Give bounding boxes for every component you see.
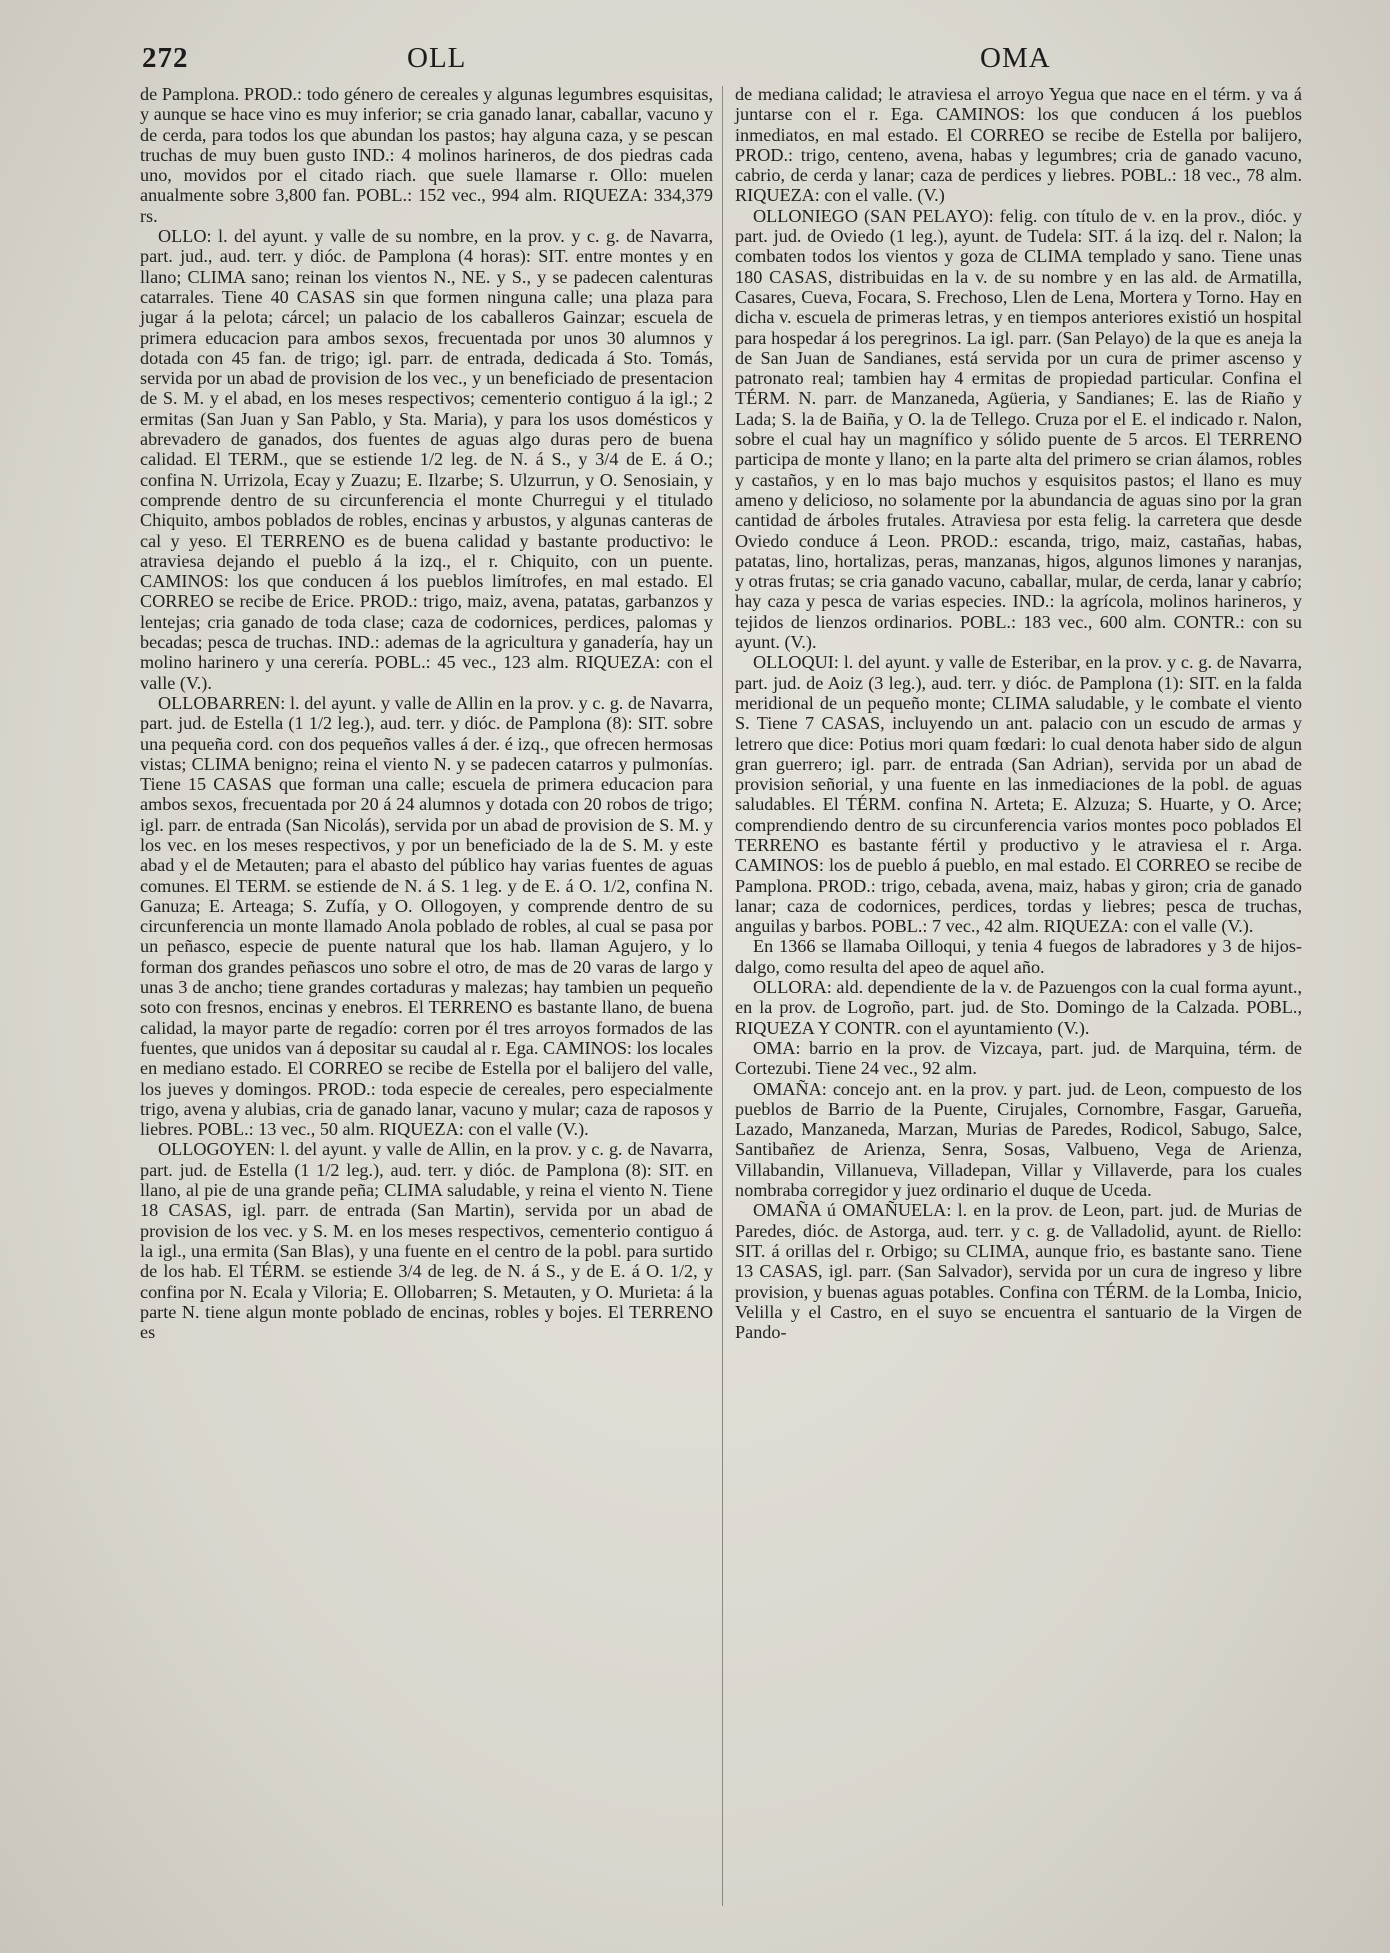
entry-paragraph: OLLORA: ald. dependiente de la v. de Pazuengos con la cual forma ayunt., en la prov. de Logroño, part. jud. de Sto. Domingo de la Calzada. POBL., RIQUEZA Y CONTR. con el ayuntamiento (V.). [735, 977, 1302, 1038]
entry-paragraph: de mediana calidad; le atraviesa el arroyo Yegua que nace en el térm. y va á juntarse con el r. Ega. CAMINOS: los que conducen á los pueblos inmediatos, en mal estado. El CORREO se recibe de Estella por balijero, PROD.: trigo, centeno, avena, habas y legumbres; cria de ganado vacuno, cabrio, de cerda y lanar; caza de perdices y liebres. POBL.: 18 vec., 78 alm. RIQUEZA: con el valle. (V.) [735, 84, 1302, 206]
entry-paragraph: OLLOBARREN: l. del ayunt. y valle de Allin en la prov. y c. g. de Navarra, part. jud. de Estella (1 1/2 leg.), aud. terr. y dióc. de Pamplona (8): SIT. sobre una pequeña cord. con dos pequeños valles á der. é izq., que ofrecen hermosas vistas; CLIMA benigno; reina el viento N. y se padecen catarros y pulmonías. Tiene 15 CASAS que forman una calle; escuela de primera educacion para ambos sexos, frecuentada por 20 á 24 alumnos y dotada con 20 robos de trigo; igl. parr. de entrada (San Nicolás), servida por un abad de provision de S. M. y los vec. en los meses respectivos, y por un beneficiado de la de S. M. y este abad y el de Metauten; para el abasto del público hay varias fuentes de aguas comunes. El TERM. se estiende de N. á S. 1 leg. y de E. á O. 1/2, confina N. Ganuza; E. Arteaga; S. Zufía, y O. Ollogoyen, y comprende dentro de su circunferencia un monte llamado Anola poblado de robles, al cual se pasa por un peñasco, especie de puente natural que los hab. llaman Agujero, y lo forman dos grandes peñascos uno sobre el otro, de mas de 20 varas de largo y unas 3 de ancho; tiene grandes cortaduras y malezas; hay tambien un pequeño soto con fresnos, encinas y enebros. El TERRENO es bastante llano, de buena calidad, la mayor parte de regadío: corren por él tres arroyos formados de las fuentes, que unidos van á depositar su caudal al r. Ega. CAMINOS: los locales en mediano estado. El CORREO se recibe de Estella por el balijero del valle, los jueves y domingos. PROD.: toda especie de cereales, pero especialmente trigo, avena y alubias, cria de ganado lanar, vacuno y mular; caza de raposos y liebres. POBL.: 13 vec., 50 alm. RIQUEZA: con el valle (V.). [140, 692, 713, 1140]
entry-paragraph: OMAÑA ú OMAÑUELA: l. en la prov. de Leon, part. jud. de Murias de Paredes, dióc. de Astorga, aud. terr. y c. g. de Valladolid, ayunt. de Riello: SIT. á orillas del r. Orbigo; su CLIMA, aunque frio, es bastante sano. Tiene 13 CASAS, igl. parr. (San Salvador), servida por un cura de ingreso y libre provision, y buenas aguas potables. Confina con TÉRM. de la Lomba, Inicio, Velilla y el Castro, en el suyo se encuentra el santuario de la Virgen de Pando- [735, 1200, 1302, 1343]
entry-paragraph: En 1366 se llamaba Oilloqui, y tenia 4 fuegos de labradores y 3 de hijos-dalgo, como resulta del apeo de aquel año. [735, 936, 1302, 977]
left-column [140, 84, 713, 1342]
right-column [735, 84, 1302, 1342]
entry-paragraph: OMA: barrio en la prov. de Vizcaya, part. jud. de Marquina, térm. de Cortezubi. Tiene 24 vec., 92 alm. [735, 1037, 1302, 1079]
entry-paragraph: OLLONIEGO (SAN PELAYO): felig. con título de v. en la prov., dióc. y part. jud. de Oviedo (1 leg.), ayunt. de Tudela: SIT. á la izq. del r. Nalon; la combaten todos los vientos y goza de CLIMA templado y sano. Tiene unas 180 CASAS, distribuidas en la v. de su nombre y en las ald. de Armatilla, Casares, Cueva, Focara, S. Frechoso, Llen de Lena, Mortera y Torno. Hay en dicha v. escuela de primeras letras, y en tiempos anteriores existió un hospital para hospedar á los peregrinos. La igl. parr. (San Pelayo) de la que es aneja la de San Juan de Sandianes, está servida por un cura de primer ascenso y patronato real; tambien hay 4 ermitas de propiedad particular. Confina el TÉRM. N. parr. de Manzaneda, Agüeria, y Sandianes; E. las de Riaño y Lada; S. la de Baiña, y O. la de Tellego. Cruza por el E. el indicado r. Nalon, sobre el cual hay un magnífico y sólido puente de 5 arcos. El TERRENO participa de monte y llano; en la parte alta del primero se crian álamos, robles y castaños, y en lo mas bajo muchos y esquisitos pastos; el llano es muy ameno y delicioso, no solamente por la abundancia de aguas sino por la gran cantidad de árboles frutales. Atraviesa por esta felig. la carretera que desde Oviedo conduce á Leon. PROD.: escanda, trigo, maiz, castañas, habas, patatas, lino, hortalizas, peras, manzanas, higos, algunos limones y naranjas, y otras frutas; se cria ganado vacuno, caballar, mular, de cerda, lanar y cabrío; hay caza y pesca de varias especies. IND.: la agrícola, molinos harineros, y tejidos de lienzos ordinarios. POBL.: 183 vec., 600 alm. CONTR.: con su ayunt. (V.). [735, 205, 1302, 653]
entry-paragraph: OLLO: l. del ayunt. y valle de su nombre, en la prov. y c. g. de Navarra, part. jud., aud. terr. y dióc. de Pamplona (4 horas): SIT. entre montes y en llano; CLIMA sano; reinan los vientos N., NE. y S., y se padecen calenturas catarrales. Tiene 40 CASAS sin que formen ninguna calle; una plaza para jugar á la pelota; cárcel; un palacio de los caballeros Gainzar; escuela de primera educacion para ambos sexos, frecuentada por unos 30 alumnos y dotada con 45 fan. de trigo; igl. parr. de entrada, dedicada á Sto. Tomás, servida por un abad de provision de los vec., y un beneficiado de presentacion de S. M. y el abad, en los meses respectivos; cementerio contiguo á la igl.; 2 ermitas (San Juan y San Pablo, y Sta. Maria), y para los usos domésticos y abrevadero de ganados, dos fuentes de aguas algo duras pero de buena calidad. El TERM., que se estiende 1/2 leg. de N. á S., y 3/4 de E. á O.; confina N. Urrizola, Ecay y Zuazu; E. Ilzarbe; S. Ulzurrun, y O. Senosiain, y comprende dentro de su circunferencia el monte Churregui y el titulado Chiquito, ambos poblados de robles, encinas y arbustos, y algunas canteras de cal y yeso. El TERRENO es de buena calidad y bastante productivo: le atraviesa dejando el pueblo á la izq., el r. Chiquito, con un puente. CAMINOS: los que conducen á los pueblos limítrofes, en mal estado. El CORREO se recibe de Erice. PROD.: trigo, maiz, avena, patatas, garbanzos y lentejas; cria ganado de toda clase; caza de codornices, perdices, palomas y becadas; pesca de truchas. IND.: ademas de la agricultura y ganadería, hay un molino harinero y una cerería. POBL.: 45 vec., 123 alm. RIQUEZA: con el valle (V.). [140, 226, 713, 693]
entry-paragraph: OLLOQUI: l. del ayunt. y valle de Esteribar, en la prov. y c. g. de Navarra, part. jud. de Aoiz (3 leg.), aud. terr. y dióc. de Pamplona (1): SIT. en la falda meridional de un pequeño monte; CLIMA saludable, y le combate el viento S. Tiene 7 CASAS, incluyendo un ant. palacio con un escudo de armas y letrero que dice: Potius mori quam fœdari: lo cual denota haber sido de algun gran guerrero; igl. parr. de entrada (San Adrian), servida por un abad de provision señorial, y una fuente en las inmediaciones de la pobl. de aguas saludables. El TÉRM. confina N. Arteta; E. Alzuza; S. Huarte, y O. Arce; comprendiendo dentro de su circunferencia varios montes poco poblados El TERRENO es bastante fértil y productivo y le atraviesa el r. Arga. CAMINOS: los de pueblo á pueblo, en mal estado. El CORREO se recibe de Pamplona. PROD.: trigo, cebada, avena, maiz, habas y giron; cria de ganado lanar; caza de codornices, perdices, tordas y liebres; pesca de truchas, anguilas y barbos. POBL.: 7 vec., 42 alm. RIQUEZA: con el valle (V.). [735, 652, 1302, 937]
entry-paragraph: OMAÑA: concejo ant. en la prov. y part. jud. de Leon, compuesto de los pueblos de Barrio de la Puente, Cirujales, Cornombre, Fasgar, Garueña, Lazado, Manzaneda, Marzan, Murias de Paredes, Rodicol, Sabugo, Salce, Santibañez de Arienza, Senra, Sosas, Valbueno, Vega de Arienza, Villabandin, Villanueva, Villadepan, Villar y Villaverde, para los cuales nombraba corregidor y juez ordinario el duque de Uceda. [735, 1078, 1302, 1201]
left-running-head: OLL [407, 42, 467, 74]
page-number: 272 [142, 42, 189, 74]
column-divider [722, 86, 723, 1906]
page-header [142, 42, 1248, 86]
entry-paragraph: OLLOGOYEN: l. del ayunt. y valle de Allin, en la prov. y c. g. de Navarra, part. jud. de Estella (1 1/2 leg.), aud. terr. y dióc. de Pamplona (8): SIT. en llano, al pie de una grande peña; CLIMA saludable, y reina el viento N. Tiene 18 CASAS, igl. parr. de entrada (San Martin), servida por un abad de provision de los vec. y S. M. en los meses respectivos, cementerio contiguo á la igl., una ermita (San Blas), y una fuente en el centro de la pobl. para surtido de los hab. El TÉRM. se estiende 3/4 de leg. de N. á S., y de E. á O. 1/2, y confina por N. Ecala y Viloria; E. Ollobarren; S. Metauten, y O. Murieta: á la parte N. tiene algun monte poblado de encinas, robles y bojes. El TERRENO es [140, 1139, 713, 1343]
right-running-head: OMA [980, 42, 1051, 74]
entry-paragraph: de Pamplona. PROD.: todo género de cereales y algunas legumbres esquisitas, y aunque se hace vino es muy inferior; se cria ganado lanar, caballar, vacuno y de cerda, para todos los que abundan los pastos; hay alguna caza, y se pescan truchas de muy buen gusto IND.: 4 molinos harineros, de dos piedras cada uno, movidos por el citado riach. que suele llamarse r. Ollo: muelen anualmente sobre 3,800 fan. POBL.: 152 vec., 994 alm. RIQUEZA: 334,379 rs. [140, 84, 713, 226]
